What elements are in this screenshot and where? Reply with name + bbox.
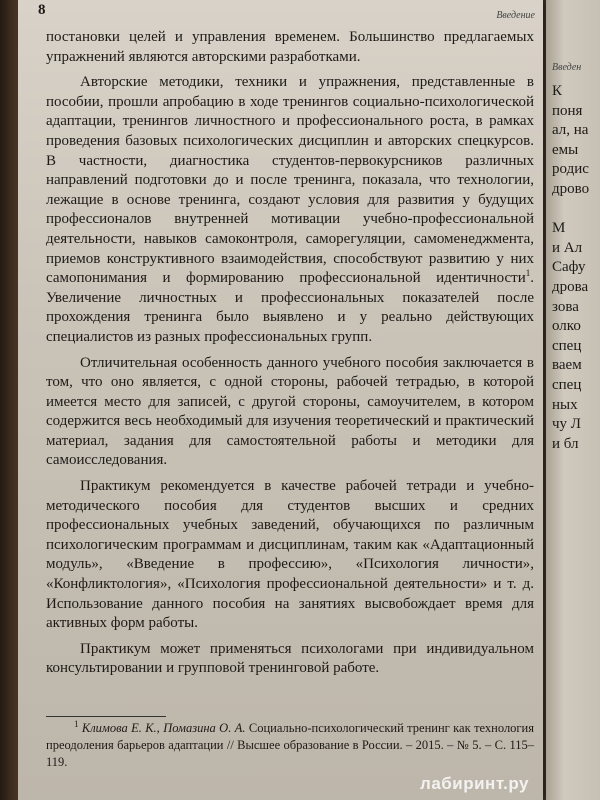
footnote-number: 1 <box>74 718 79 729</box>
right-page-line: М <box>552 220 566 237</box>
paragraph-2-continuation: . Увеличение личностных и профессиональных показателей после прохождения тренинга было выявлено и у реально действующих специалистов из разных профессиональных групп. <box>46 270 534 345</box>
right-page-line: зова <box>552 298 579 315</box>
right-page-line: олко <box>552 318 581 335</box>
paragraph-1: постановки целей и управления временем. Большинство предлагаемых упражнений являются авторскими разработками. <box>46 29 534 65</box>
right-page-line: и бл <box>552 435 579 452</box>
right-page-line <box>552 200 589 220</box>
right-page-line: дрово <box>552 180 590 197</box>
right-page-line: К <box>552 83 563 99</box>
footnote-authors: Климова Е. К., Помазина О. А. <box>81 721 246 735</box>
footnote-marker: 1 <box>525 268 531 279</box>
right-page-line: спец <box>552 376 582 393</box>
right-page-line: емы <box>552 141 579 158</box>
watermark-logo: лабиринт.ру <box>420 774 529 793</box>
right-page-line: Сафу <box>552 259 586 276</box>
paragraph-3: Отличительная особенность данного учебного пособия заключается в том, что оно является, с одной стороны, рабочей тетрадью, в которой имеется место для записей, с другой стороны, самоучителем, в котором содержится весь необходимый для изучения теоретический и практический материал, задания для самостоятельной работы и методики для самоисследования. <box>46 354 534 469</box>
running-head: Введение <box>496 10 535 21</box>
page-number: 8 <box>38 2 46 18</box>
right-page-line: ваем <box>552 357 582 374</box>
right-page-line: дрова <box>552 278 589 295</box>
paragraph-5: Практикум может применяться психологами при индивидуальном консультировании и групповой тренинговой работе. <box>46 640 534 677</box>
right-page-line: и Ал <box>552 239 583 256</box>
right-page-line: ал, на <box>552 122 589 139</box>
right-page-line: спец <box>552 337 582 354</box>
book-page-right <box>546 0 600 800</box>
footnote <box>46 720 534 771</box>
paragraph-4: Практикум рекомендуется в качестве рабочей тетради и учебно-методического пособия для студентов высших и средних профессиональных учебных заведений, обучающихся по различным психологическим программам и дисциплинам, таким как «Адаптационный модуль», «Введение в профессию», «Психология личности», «Конфликтология», «Психология профессиональной деятельности» и т. д. Использование данного пособия на занятиях высвобождает время для активных форм работы. <box>46 478 534 632</box>
right-page-text <box>552 82 589 454</box>
right-page-line: родис <box>552 161 589 178</box>
footnote-text: Социально-психологический тренинг как технология преодоления барьеров адаптации // Высшее образование в России. – 2015. – № 5. – С. 115–119. <box>46 721 534 769</box>
paragraph-2 <box>46 73 534 347</box>
right-running-head: Введен <box>552 62 582 73</box>
footnote-divider <box>46 716 166 717</box>
right-page-line: чу Л <box>552 416 581 433</box>
right-page-line: поня <box>552 102 583 119</box>
paragraph-2-text: Авторские методики, техники и упражнения, представленные в пособии, прошли апробацию в ходе тренингов социально-психологической адаптации, тренингов личностного и профессионального роста, в рамках проведения базовых психологических дисциплин и авторских спецкурсов. В частности, диагностика студентов-первокурсников различных направлений подготовки до и после тренинга, показала, что технологии, лежащие в основе тренинга, создают условия для развития у будущих профессионалов внутренней мотивации учебно-профессиональной деятельности, навыков самоконтроля, саморегуляции, самоменеджмента, приемов конструктивного взаимодействия, способствуют развитию у них самопонимания и формированию профессиональной идентичности <box>46 74 534 287</box>
book-page-left <box>18 0 543 800</box>
main-text <box>46 28 534 679</box>
right-page-line: ных <box>552 396 578 413</box>
